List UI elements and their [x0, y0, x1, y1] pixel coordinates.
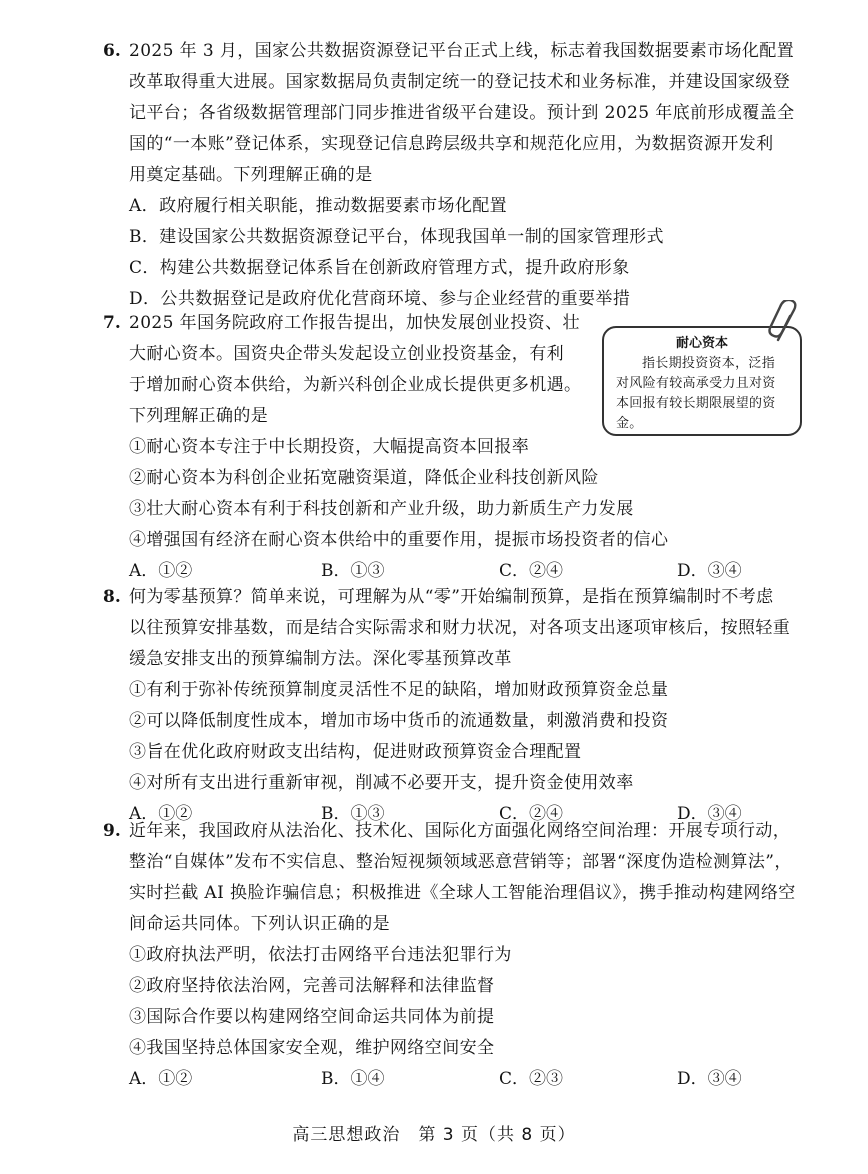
answer-d: D．③④ [677, 1069, 742, 1089]
statement-4: ④增强国有经济在耐心资本供给中的重要作用，提振市场投资者的信心 [129, 530, 669, 550]
answer-a: A．①② [129, 561, 193, 581]
option-d: D．公共数据登记是政府优化营商环境、参与企业经营的重要举措 [129, 289, 631, 309]
answer-d: D．③④ [677, 804, 742, 824]
stem-line: 记平台；各省级数据管理部门同步推进省级平台建设。预计到 2025 年底前形成覆盖全 [129, 103, 795, 123]
statement-1: ①政府执法严明，依法打击网络平台违法犯罪行为 [129, 945, 512, 965]
stem-line: 何为零基预算？简单来说，可理解为从“零”开始编制预算，是指在预算编制时不考虑 [129, 587, 774, 607]
question-8 [103, 582, 823, 830]
option-b: B．建设国家公共数据资源登记平台，体现我国单一制的国家管理形式 [129, 227, 664, 247]
stem-line: 2025 年 3 月，国家公共数据资源登记平台正式上线，标志着我国数据要素市场化配置 [129, 41, 795, 61]
answer-choices [129, 1064, 823, 1095]
answer-c: C．②③ [499, 1069, 564, 1089]
question-number: 6. [103, 41, 121, 61]
stem-line: 近年来，我国政府从法治化、技术化、国际化方面强化网络空间治理：开展专项行动， [129, 821, 791, 841]
stem-line: 实时拦截 AI 换脸诈骗信息；积极推进《全球人工智能治理倡议》，携手推动构建网络空 [129, 883, 796, 903]
answer-b: B．①④ [321, 1069, 385, 1089]
answer-a: A．①② [129, 1069, 193, 1089]
statement-2: ②可以降低制度性成本，增加市场中货币的流通数量，刺激消费和投资 [129, 711, 669, 731]
stem-line: 以往预算安排基数，而是结合实际需求和财力状况，对各项支出逐项审核后，按照轻重 [129, 618, 791, 638]
statement-3: ③旨在优化政府财政支出结构，促进财政预算资金合理配置 [129, 742, 582, 762]
statement-1: ①有利于弥补传统预算制度灵活性不足的缺陷，增加财政预算资金总量 [129, 680, 669, 700]
question-9 [103, 816, 823, 1095]
statement-4: ④对所有支出进行重新审视，削减不必要开支，提升资金使用效率 [129, 773, 634, 793]
statement-3: ③国际合作要以构建网络空间命运共同体为前提 [129, 1007, 495, 1027]
page-footer: 高三思想政治 第 3 页（共 8 页） [292, 1125, 576, 1145]
question-6 [103, 36, 823, 315]
answer-c: C．②④ [499, 804, 564, 824]
stem-line: 间命运共同体。下列认识正确的是 [129, 914, 390, 934]
statement-1: ①耐心资本专注于中长期投资，大幅提高资本回报率 [129, 437, 530, 457]
answer-d: D．③④ [677, 561, 742, 581]
note-body: 指长期投资资本，泛指对风险有较高承受力且对资本回报有较长期限展望的资金。 [616, 356, 776, 431]
statement-4: ④我国坚持总体国家安全观，维护网络空间安全 [129, 1038, 495, 1058]
statement-2: ②耐心资本为科创企业拓宽融资渠道，降低企业科技创新风险 [129, 468, 599, 488]
stem-line: 2025 年国务院政府工作报告提出，加快发展创业投资、壮 [129, 313, 580, 333]
stem-line: 改革取得重大进展。国家数据局负责制定统一的登记技术和业务标准，并建设国家级登 [129, 72, 791, 92]
statement-2: ②政府坚持依法治网，完善司法解释和法律监督 [129, 976, 495, 996]
note-title: 耐心资本 [675, 336, 728, 351]
question-number: 9. [103, 821, 121, 841]
paperclip-icon [768, 300, 802, 344]
statement-3: ③壮大耐心资本有利于科技创新和产业升级，助力新质生产力发展 [129, 499, 634, 519]
answer-a: A．①② [129, 804, 193, 824]
question-number: 8. [103, 587, 121, 607]
answer-b: B．①③ [321, 561, 385, 581]
stem-line: 用奠定基础。下列理解正确的是 [129, 165, 373, 185]
stem-line: 大耐心资本。国资央企带头发起设立创业投资基金，有利 [129, 344, 564, 364]
stem-line: 下列理解正确的是 [129, 406, 269, 426]
option-c: C．构建公共数据登记体系旨在创新政府管理方式，提升政府形象 [129, 258, 630, 278]
answer-c: C．②④ [499, 561, 564, 581]
question-number: 7. [103, 313, 121, 333]
stem-line: 缓急安排支出的预算编制方法。深化零基预算改革 [129, 649, 512, 669]
stem-line: 国的“一本账”登记体系，实现登记信息跨层级共享和规范化应用，为数据资源开发利 [129, 134, 774, 154]
stem-line: 整治“自媒体”发布不实信息、整治短视频领域恶意营销等；部署“深度伪造检测算法”， [129, 852, 792, 872]
answer-b: B．①③ [321, 804, 385, 824]
stem-line: 于增加耐心资本供给，为新兴科创企业成长提供更多机遇。 [129, 375, 582, 395]
option-a: A．政府履行相关职能，推动数据要素市场化配置 [129, 196, 508, 216]
